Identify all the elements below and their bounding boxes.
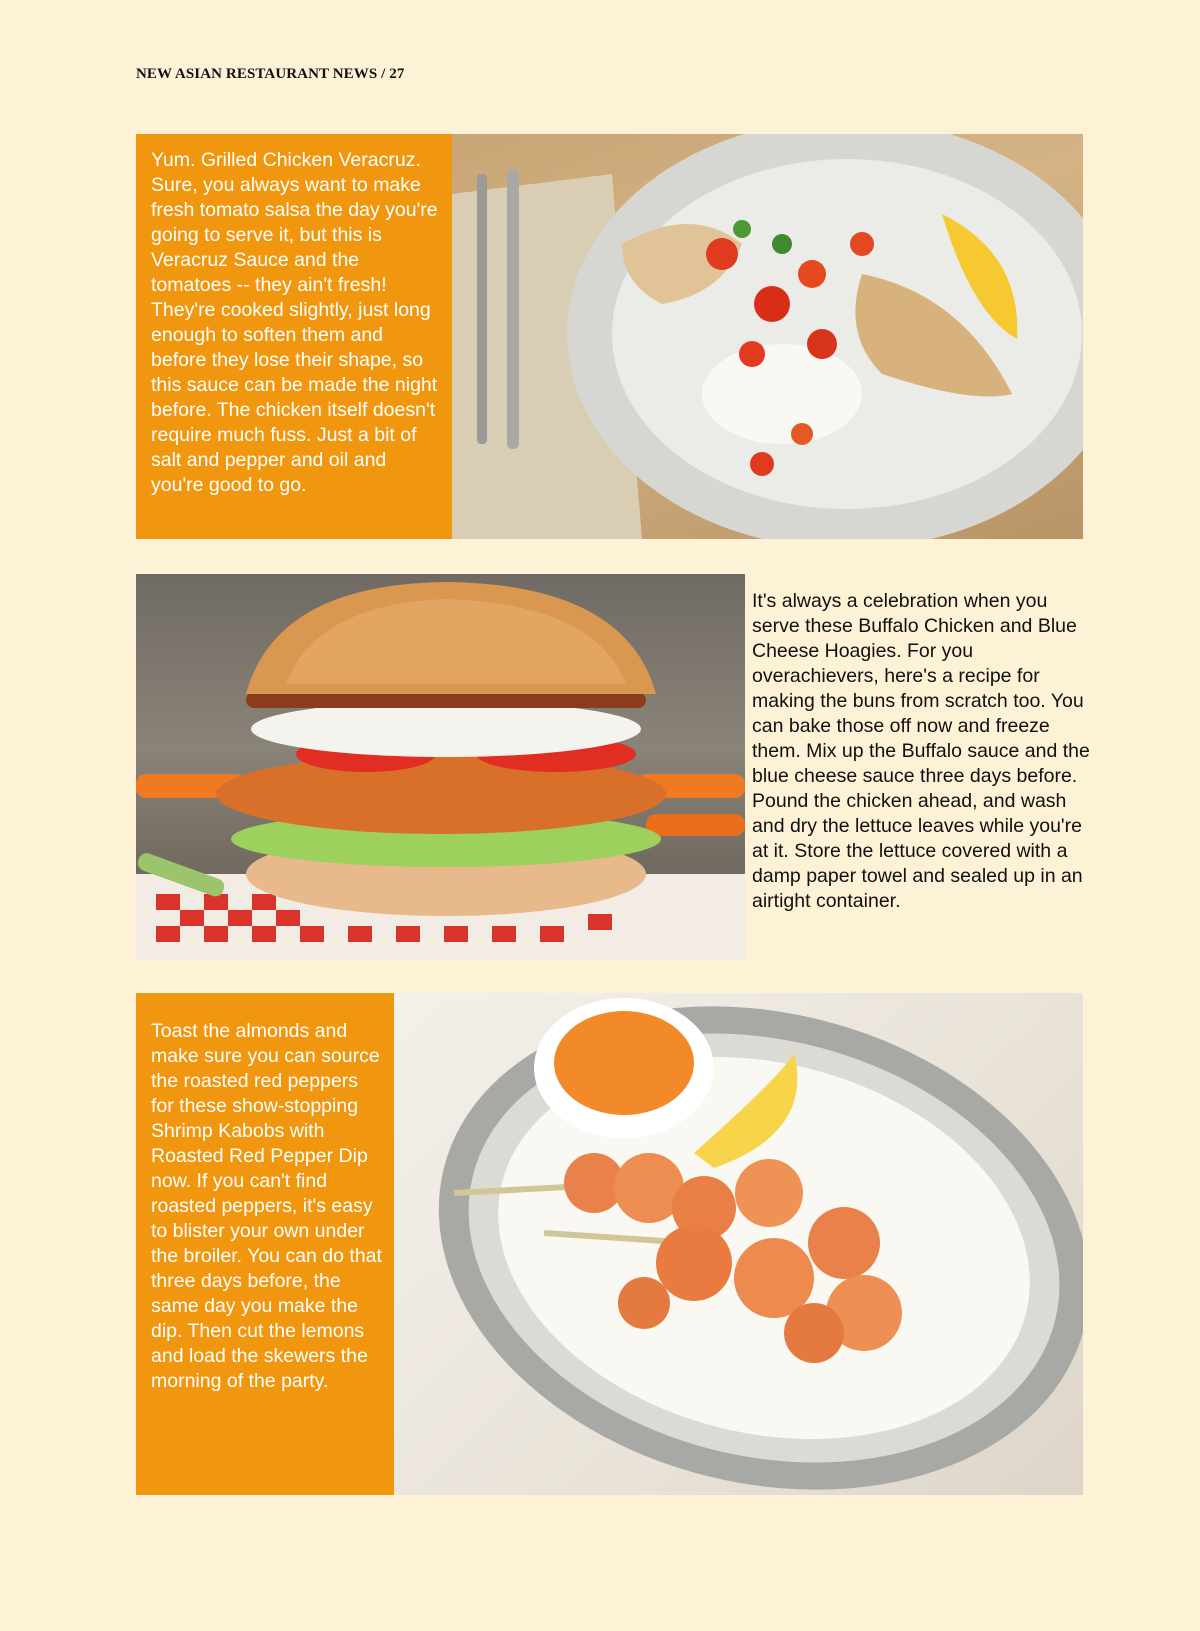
article-veracruz <box>136 134 1083 539</box>
hoagie-caption: It's always a celebration when you serve these Buffalo Chicken and Blue Cheese Hoagies. For you overachievers, here's a recipe for making the buns from scratch too. You can bake those off now and freeze them. Mix up the Buffalo sauce and the blue cheese sauce three days before. Pound the chicken ahead, and wash and dry the lettuce leaves while you're at it. Store the lettuce covered with a damp paper towel and sealed up in an airtight container. <box>752 590 1090 912</box>
shrimp-kabobs-photo <box>394 993 1083 1495</box>
shrimp-caption: Toast the almonds and make sure you can source the roasted red peppers for these show-stopping Shrimp Kabobs with Roasted Red Pepper Dip now. If you can't find roasted peppers, it's easy to blister your own under the broiler. You can do that three days before, the same day you make the dip. Then cut the lemons and load the skewers the morning of the party. <box>136 993 394 1495</box>
veracruz-caption: Yum. Grilled Chicken Veracruz. Sure, you always want to make fresh tomato salsa the day you're going to serve it, but this is Veracruz Sauce and the tomatoes -- they ain't fresh! They're cooked slightly, just long enough to soften them and before they lose their shape, so this sauce can be made the night before. The chicken itself doesn't require much fuss. Just a bit of salt and pepper and oil and you're good to go. <box>136 134 452 539</box>
grilled-chicken-veracruz-photo <box>452 134 1083 539</box>
buffalo-chicken-hoagie-photo <box>136 574 745 960</box>
article-shrimp <box>136 993 1083 1495</box>
page-header: NEW ASIAN RESTAURANT NEWS / 27 <box>136 66 405 82</box>
